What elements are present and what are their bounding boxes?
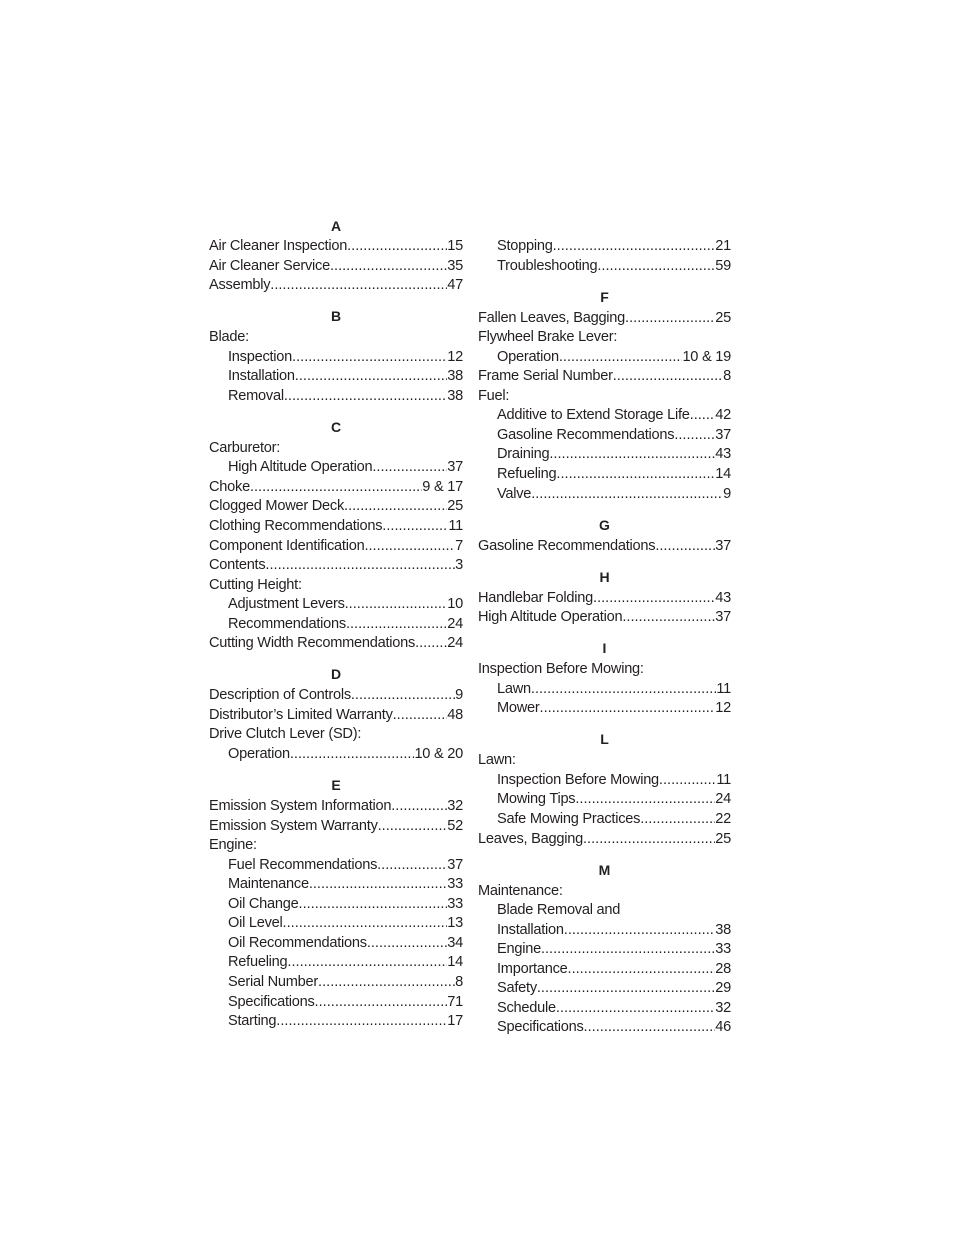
index-entry-text: Refueling — [228, 954, 288, 971]
index-entry — [478, 589, 731, 609]
index-entry-text: Inspection Before Mowing: — [478, 661, 644, 678]
index-page-number: 8 — [723, 368, 731, 385]
index-page-number: 21 — [715, 238, 731, 254]
index-entry-text: Troubleshooting — [497, 257, 598, 274]
index-subentry — [478, 771, 731, 791]
dot-leader — [318, 973, 455, 993]
dot-leader — [531, 680, 716, 700]
index-subentry — [209, 934, 463, 954]
dot-leader — [625, 309, 715, 329]
index-entry-text: Gasoline Recommendations — [478, 537, 656, 554]
index-subentry — [209, 745, 463, 765]
index-subentry — [478, 237, 731, 257]
index-entry-text: Specifications — [497, 1019, 584, 1036]
index-page-number: 9 — [455, 687, 463, 704]
index-entry-text: Engine — [497, 941, 541, 958]
index-subentry — [478, 699, 731, 719]
index-page-number: 37 — [447, 459, 463, 476]
index-entry-text: Cutting Height: — [209, 576, 302, 593]
index-entry — [478, 367, 731, 387]
index-subentry — [478, 921, 731, 941]
index-letter-heading: C — [330, 418, 342, 435]
index-entry-text: Oil Change — [228, 895, 299, 912]
index-subentry — [209, 348, 463, 368]
index-subentry — [478, 999, 731, 1019]
index-letter-heading: B — [330, 308, 342, 325]
index-page-number: 42 — [715, 407, 731, 424]
dot-leader — [330, 257, 447, 277]
index-entry-text: Maintenance: — [478, 882, 563, 899]
dot-leader — [564, 921, 715, 941]
index-entry-text: Safe Mowing Practices — [497, 810, 641, 827]
dot-leader — [659, 771, 716, 791]
dot-leader — [553, 237, 716, 257]
index-entry-text: Installation — [497, 921, 564, 938]
index-entry-text: Maintenance — [228, 876, 309, 893]
index-entry-text: Additive to Extend Storage Life — [497, 407, 690, 424]
dot-leader — [377, 856, 447, 876]
index-entry-text: Mower — [497, 700, 540, 717]
index-subentry — [478, 960, 731, 980]
index-entry — [478, 882, 731, 902]
index-entry-text: Operation — [228, 745, 290, 762]
index-entry — [478, 537, 731, 557]
index-page-number: 37 — [715, 426, 731, 443]
index-page-number: 71 — [447, 993, 463, 1010]
index-subentry — [478, 901, 731, 921]
index-entry-text: Fuel Recommendations — [228, 856, 378, 873]
index-page-number: 43 — [715, 589, 731, 606]
index-entry-text: High Altitude Operation — [478, 609, 623, 626]
index-entry — [478, 751, 731, 771]
index-entry — [478, 830, 731, 850]
dot-leader — [597, 257, 715, 277]
index-page-number: 37 — [715, 609, 731, 626]
dot-leader — [276, 1012, 447, 1032]
index-subentry — [478, 810, 731, 830]
index-entry-text: Choke — [209, 478, 250, 495]
dot-leader — [295, 367, 447, 387]
index-entry-text: Drive Clutch Lever (SD): — [209, 726, 362, 743]
dot-leader — [549, 445, 715, 465]
dot-leader — [292, 348, 447, 368]
index-entry-text: Operation — [497, 348, 559, 365]
index-letter-heading: I — [602, 640, 607, 657]
index-subentry — [478, 406, 731, 426]
index-page-number: 22 — [715, 810, 731, 827]
index-page-number: 25 — [715, 309, 731, 326]
index-page-number: 17 — [447, 1013, 463, 1030]
dot-leader — [541, 940, 715, 960]
index-entry — [209, 497, 463, 517]
index-entry-text: Fuel: — [478, 387, 510, 404]
index-page-number: 12 — [715, 700, 731, 717]
index-entry — [209, 237, 463, 257]
index-entry-text: Inspection — [228, 348, 293, 365]
dot-leader — [655, 537, 715, 557]
dot-leader — [415, 634, 447, 654]
index-subentry — [478, 348, 731, 368]
index-entry-text: Serial Number — [228, 973, 319, 990]
index-entry-text: Carburetor: — [209, 439, 281, 456]
index-subentry — [209, 953, 463, 973]
index-subentry — [478, 979, 731, 999]
index-entry-text: Flywheel Brake Lever: — [478, 329, 618, 346]
index-entry-text: Assembly — [209, 277, 271, 294]
index-page-number: 11 — [448, 518, 463, 535]
index-letter-heading: H — [599, 568, 610, 585]
index-entry-text: Importance — [497, 960, 568, 977]
index-subentry — [209, 914, 463, 934]
index-entry-text: Handlebar Folding — [478, 589, 594, 606]
index-subentry — [209, 387, 463, 407]
index-entry — [209, 836, 463, 856]
index-entry-text: Clothing Recommendations — [209, 518, 383, 535]
index-entry — [478, 660, 731, 680]
index-entry-text: Oil Recommendations — [228, 934, 367, 951]
index-subentry — [478, 426, 731, 446]
index-entry-text: Cutting Width Recommendations — [209, 635, 416, 652]
index-page-number: 32 — [447, 798, 463, 815]
index-page-number: 38 — [447, 368, 463, 385]
index-letter-heading: G — [599, 516, 610, 533]
dot-leader — [309, 875, 447, 895]
index-entry-text: Component Identification — [209, 537, 365, 554]
index-entry-text: Fallen Leaves, Bagging — [478, 309, 626, 326]
index-page-number: 13 — [447, 915, 463, 932]
index-letter-heading: F — [600, 288, 609, 305]
index-page-number: 10 & 20 — [414, 745, 463, 762]
index-subentry — [209, 615, 463, 635]
index-page-number: 32 — [715, 999, 731, 1016]
dot-leader — [613, 367, 723, 387]
index-entry — [209, 478, 463, 498]
dot-leader — [265, 556, 455, 576]
index-subentry — [478, 680, 731, 700]
index-entry-text: Stopping — [497, 238, 553, 254]
dot-leader — [537, 979, 715, 999]
index-page-number: 24 — [715, 791, 731, 808]
dot-leader — [344, 497, 447, 517]
dot-leader — [556, 465, 715, 485]
index-entry — [209, 537, 463, 557]
index-entry-text: Contents — [209, 557, 266, 574]
index-entry — [209, 517, 463, 537]
index-page-number: 29 — [715, 980, 731, 997]
index-entry-text: Removal — [228, 387, 284, 404]
index-page-number: 34 — [447, 934, 463, 951]
dot-leader — [372, 458, 447, 478]
index-entry-text: Air Cleaner Inspection — [209, 238, 348, 254]
index-letter-heading: E — [331, 777, 341, 794]
index-page-number: 11 — [716, 771, 731, 788]
dot-leader — [393, 706, 448, 726]
dot-leader — [315, 993, 448, 1013]
index-page-number: 24 — [447, 615, 463, 632]
index-entry-text: Valve — [497, 485, 532, 502]
dot-leader — [284, 387, 447, 407]
dot-leader — [290, 745, 415, 765]
index-entry-text: Frame Serial Number — [478, 368, 613, 385]
dot-leader — [270, 276, 447, 296]
index-entry-text: Adjustment Levers — [228, 596, 345, 613]
index-page-number: 12 — [447, 348, 463, 365]
index-entry — [209, 576, 463, 596]
index-entry — [209, 725, 463, 745]
index-entry — [478, 608, 731, 628]
index-entry-text: Recommendations — [228, 615, 346, 632]
index-subentry — [209, 856, 463, 876]
index-entry-text: Air Cleaner Service — [209, 257, 330, 274]
index-page-number: 11 — [716, 680, 731, 697]
index-subentry — [209, 973, 463, 993]
dot-leader — [575, 790, 715, 810]
dot-leader — [299, 895, 448, 915]
index-page-number: 7 — [455, 537, 463, 554]
index-subentry — [209, 458, 463, 478]
index-entry-text: Oil Level — [228, 915, 283, 932]
index-page-number: 37 — [715, 537, 731, 554]
index-entry-text: Starting — [228, 1013, 277, 1030]
index-subentry — [209, 367, 463, 387]
index-page-number: 3 — [455, 557, 463, 574]
index-entry — [209, 817, 463, 837]
dot-leader — [367, 934, 447, 954]
index-page-number: 52 — [447, 817, 463, 834]
index-subentry — [209, 993, 463, 1013]
index-page-number: 9 & 17 — [422, 478, 463, 495]
index-letter-heading: D — [330, 666, 342, 683]
index-page-number: 37 — [447, 856, 463, 873]
dot-leader — [559, 348, 683, 368]
index-subentry — [209, 895, 463, 915]
index-entry-text: Distributor’s Limited Warranty — [209, 706, 393, 723]
index-subentry — [478, 790, 731, 810]
index-subentry — [478, 257, 731, 277]
index-page-number: 10 — [447, 596, 463, 613]
index-subentry — [478, 1018, 731, 1038]
dot-leader — [531, 485, 723, 505]
index-entry — [209, 257, 463, 277]
dot-leader — [584, 1018, 716, 1038]
index-entry-text: Emission System Warranty — [209, 817, 378, 834]
index-entry-text: Lawn: — [478, 752, 516, 769]
index-entry — [478, 309, 731, 329]
index-entry-text: Blade: — [209, 329, 249, 346]
index-page-number: 38 — [715, 921, 731, 938]
dot-leader — [690, 406, 716, 426]
index-entry — [209, 797, 463, 817]
index-entry-text: Inspection Before Mowing — [497, 771, 659, 788]
dot-leader — [583, 830, 715, 850]
index-letter-heading: L — [600, 731, 609, 748]
dot-leader — [674, 426, 715, 446]
index-entry — [209, 556, 463, 576]
index-page-number: 43 — [715, 446, 731, 463]
index-column-right — [478, 237, 731, 1038]
index-page-number: 25 — [715, 830, 731, 847]
index-subentry — [478, 485, 731, 505]
index-letter-heading: A — [330, 218, 342, 234]
index-entry-text: Lawn — [497, 680, 531, 697]
index-page-number: 38 — [447, 387, 463, 404]
index-page-number: 25 — [447, 498, 463, 515]
dot-leader — [351, 686, 455, 706]
index-letter-heading: M — [598, 861, 611, 878]
dot-leader — [287, 953, 447, 973]
index-entry-text: Refueling — [497, 465, 557, 482]
index-entry-text: High Altitude Operation — [228, 459, 373, 476]
index-entry-text: Mowing Tips — [497, 791, 576, 808]
index-subentry — [209, 595, 463, 615]
index-page-number: 9 — [723, 485, 731, 502]
dot-leader — [347, 237, 447, 257]
index-entry-text: Emission System Information — [209, 798, 392, 815]
index-page-number: 24 — [447, 635, 463, 652]
index-entry-text: Leaves, Bagging — [478, 830, 583, 847]
dot-leader — [391, 797, 447, 817]
index-column-left — [209, 215, 463, 1032]
dot-leader — [364, 537, 455, 557]
dot-leader — [556, 999, 715, 1019]
dot-leader — [568, 960, 716, 980]
dot-leader — [622, 608, 715, 628]
dot-leader — [283, 914, 448, 934]
index-entry-text: Schedule — [497, 999, 556, 1016]
index-entry — [209, 439, 463, 459]
index-subentry — [478, 445, 731, 465]
index-page-number: 33 — [447, 895, 463, 912]
index-entry — [209, 276, 463, 296]
dot-leader — [250, 478, 422, 498]
index-page-number: 28 — [715, 960, 731, 977]
index-subentry — [209, 875, 463, 895]
index-subentry — [478, 940, 731, 960]
index-entry — [209, 634, 463, 654]
index-page-number: 14 — [447, 954, 463, 971]
dot-leader — [345, 595, 448, 615]
dot-leader — [640, 810, 715, 830]
index-page-number: 35 — [447, 257, 463, 274]
index-page-number: 33 — [715, 941, 731, 958]
index-entry-text: Safety — [497, 980, 537, 997]
index-page-number: 47 — [447, 277, 463, 294]
index-entry-text: Gasoline Recommendations — [497, 426, 675, 443]
index-entry-text: Installation — [228, 368, 295, 385]
dot-leader — [346, 615, 447, 635]
index-page-number: 15 — [447, 238, 463, 254]
index-entry — [478, 387, 731, 407]
index-page-number: 8 — [455, 973, 463, 990]
index-entry — [209, 706, 463, 726]
index-entry-text: Draining — [497, 446, 550, 463]
index-entry — [209, 328, 463, 348]
index-entry-text: Engine: — [209, 837, 257, 854]
dot-leader — [382, 517, 448, 537]
dot-leader — [378, 817, 448, 837]
index-page-number: 10 & 19 — [682, 348, 731, 365]
index-entry-text: Clogged Mower Deck — [209, 498, 345, 515]
index-entry-text: Specifications — [228, 993, 315, 1010]
index-page-number: 48 — [447, 706, 463, 723]
index-page-number: 59 — [715, 257, 731, 274]
index-page-number: 46 — [715, 1019, 731, 1036]
dot-leader — [593, 589, 715, 609]
index-entry-text: Description of Controls — [209, 687, 351, 704]
index-subentry — [478, 465, 731, 485]
index-subentry — [209, 1012, 463, 1032]
index-entry — [209, 686, 463, 706]
index-entry — [478, 328, 731, 348]
dot-leader — [540, 699, 716, 719]
index-page-number: 33 — [447, 876, 463, 893]
index-entry-text: Blade Removal and — [497, 902, 621, 919]
index-page-number: 14 — [715, 465, 731, 482]
